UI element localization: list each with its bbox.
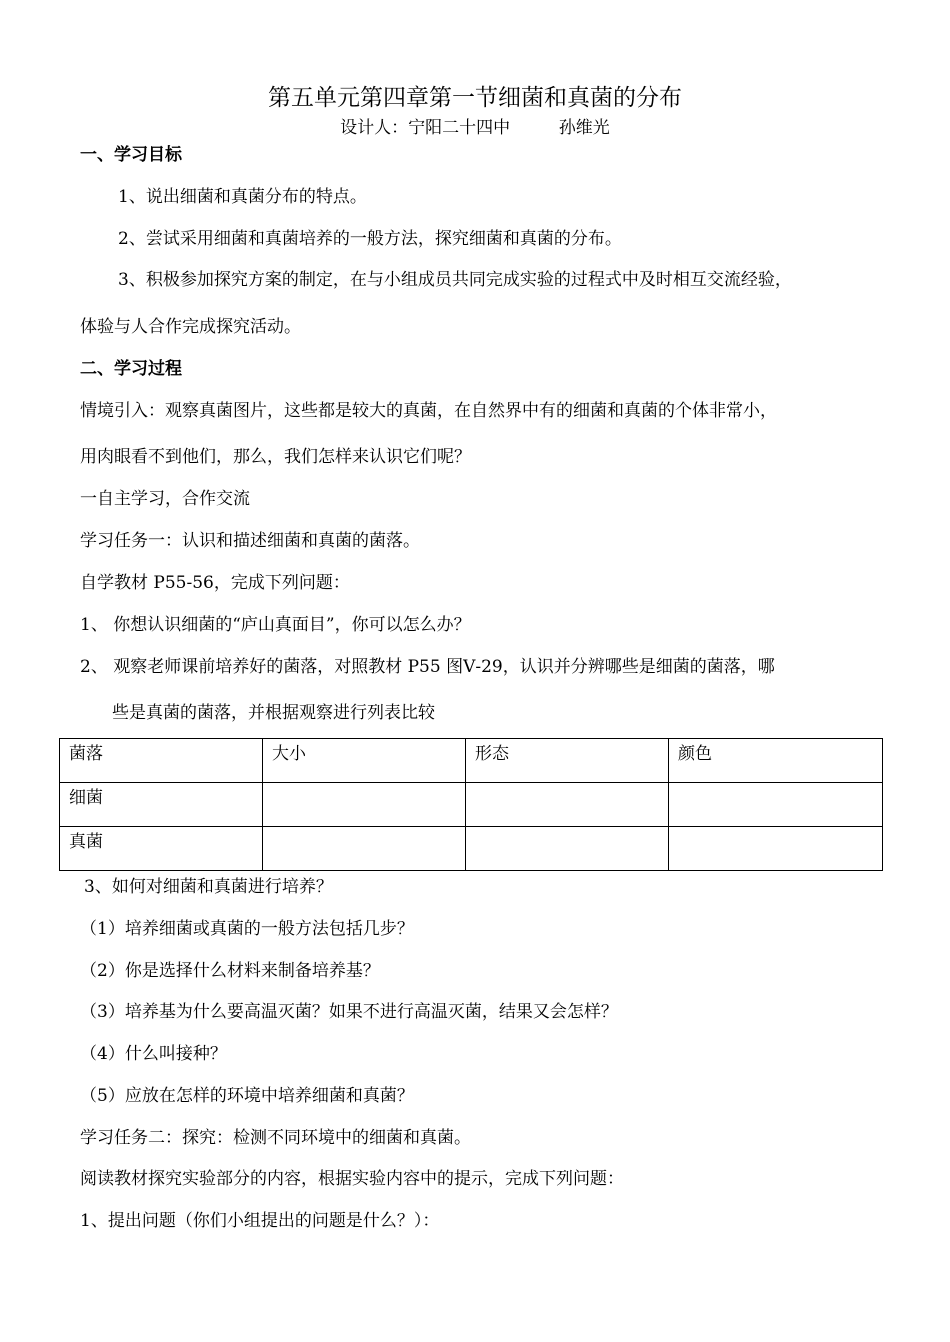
table-header-cell: 形态: [466, 739, 669, 783]
question-2-line-1: 2、 观察老师课前培养好的菌落，对照教材 P55 图Ⅴ-29，认识并分辨哪些是细菌的菌落，哪: [80, 657, 775, 677]
question-2-line-2: 些是真菌的菌落，并根据观察进行列表比较: [112, 703, 435, 723]
table-cell: 真菌: [60, 827, 263, 871]
document-title: 第五单元第四章第一节细菌和真菌的分布: [268, 85, 682, 111]
table-cell: [669, 783, 883, 827]
section-heading-process: 二、学习过程: [80, 359, 182, 379]
table-row: [60, 783, 883, 827]
task-one: 学习任务一：认识和描述细菌和真菌的菌落。: [80, 531, 420, 551]
question-3-sub-1: （1）培养细菌或真菌的一般方法包括几步？: [80, 919, 414, 939]
table-cell: [669, 827, 883, 871]
question-3-sub-4: （4）什么叫接种？: [80, 1044, 227, 1064]
table-cell: [466, 783, 669, 827]
question-3-sub-2: （2）你是选择什么材料来制备培养基？: [80, 961, 380, 981]
table-row: [60, 827, 883, 871]
question-3-sub-3: （3）培养基为什么要高温灭菌？如果不进行高温灭菌，结果又会怎样？: [80, 1002, 618, 1022]
task-two: 学习任务二：探究：检测不同环境中的细菌和真菌。: [80, 1128, 471, 1148]
table-header-cell: 颜色: [669, 739, 883, 783]
intro-line-2: 用肉眼看不到他们，那么，我们怎样来认识它们呢？: [80, 447, 471, 467]
intro-line-1: 情境引入：观察真菌图片，这些都是较大的真菌，在自然界中有的细菌和真菌的个体非常小，: [80, 401, 777, 421]
part-one-heading: 一自主学习，合作交流: [80, 489, 250, 509]
section-heading-goals: 一、学习目标: [80, 145, 182, 165]
question-3: 3、如何对细菌和真菌进行培养？: [84, 877, 333, 897]
step-1-question: 1、提出问题（你们小组提出的问题是什么？）：: [80, 1211, 440, 1231]
table-header-cell: 大小: [263, 739, 466, 783]
goal-item-3: 3、积极参加探究方案的制定，在与小组成员共同完成实验的过程式中及时相互交流经验，: [118, 270, 792, 290]
table-cell: [263, 783, 466, 827]
goal-item-3-continued: 体验与人合作完成探究活动。: [80, 317, 301, 337]
reading-instruction: 阅读教材探究实验部分的内容，根据实验内容中的提示，完成下列问题：: [80, 1169, 624, 1189]
goal-item-2: 2、尝试采用细菌和真菌培养的一般方法，探究细菌和真菌的分布。: [118, 229, 622, 249]
colony-comparison-table: [59, 738, 883, 871]
table-cell: [466, 827, 669, 871]
table-cell: 细菌: [60, 783, 263, 827]
document-author: 设计人：宁阳二十四中 孙维光: [340, 118, 610, 138]
goal-item-1: 1、说出细菌和真菌分布的特点。: [118, 187, 367, 207]
question-1: 1、 你想认识细菌的“庐山真面目”，你可以怎么办？: [80, 615, 471, 635]
table-header-cell: 菌落: [60, 739, 263, 783]
question-3-sub-5: （5）应放在怎样的环境中培养细菌和真菌？: [80, 1086, 414, 1106]
table-cell: [263, 827, 466, 871]
self-study-instruction: 自学教材 P55-56，完成下列问题：: [80, 573, 350, 593]
table-header-row: [60, 739, 883, 783]
